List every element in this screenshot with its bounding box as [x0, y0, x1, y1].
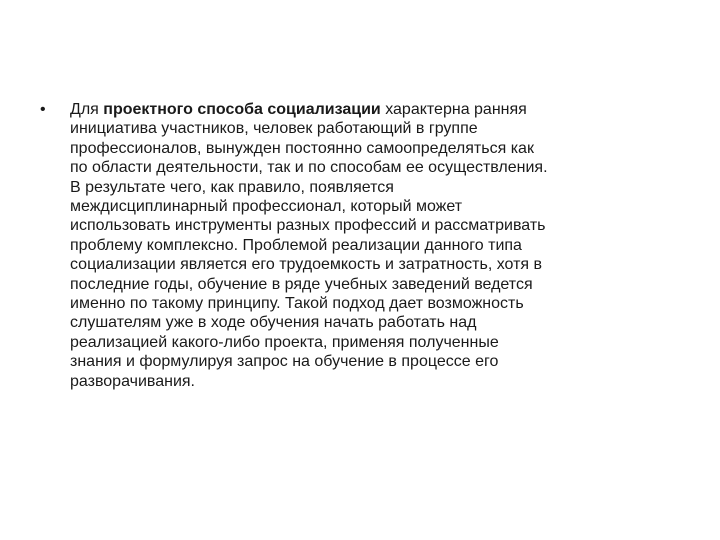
paragraph-bold-term: проектного способа социализации: [103, 101, 381, 118]
paragraph-line: разворачивания.: [70, 372, 195, 390]
paragraph-line: междисциплинарный профессионал, который может: [70, 198, 463, 216]
paragraph-line: профессионалов, вынужден постоянно самоопределяться как: [70, 139, 534, 157]
paragraph-line: по области деятельности, так и по способам ее осуществления.: [70, 159, 548, 177]
paragraph-line: знания и формулируя запрос на обучение в процессе его: [70, 353, 499, 371]
bullet-item: [40, 100, 680, 391]
paragraph-line-1-rest: характерна ранняя: [380, 101, 527, 118]
paragraph-lead: Для: [70, 101, 104, 118]
paragraph-line: В результате чего, как правило, появляется: [70, 178, 394, 196]
paragraph-line: проблему комплексно. Проблемой реализации данного типа: [70, 236, 522, 254]
paragraph-line: слушателям уже в ходе обучения начать работать над: [70, 314, 477, 332]
paragraph-line: именно по такому принципу. Такой подход дает возможность: [70, 295, 524, 313]
paragraph-line: использовать инструменты разных профессий и рассматривать: [70, 217, 546, 235]
bullet-icon: •: [40, 101, 46, 118]
bullet-paragraph: [70, 100, 680, 391]
paragraph-line: социализации является его трудоемкость и затратность, хотя в: [70, 256, 543, 274]
paragraph-line-1: [70, 100, 680, 119]
paragraph-line: реализацией какого-либо проекта, применяя полученные: [70, 333, 499, 351]
paragraph-line: последние годы, обучение в ряде учебных заведений ведется: [70, 275, 533, 293]
slide-content: [40, 100, 680, 391]
paragraph-line: инициатива участников, человек работающий в группе: [70, 120, 478, 138]
